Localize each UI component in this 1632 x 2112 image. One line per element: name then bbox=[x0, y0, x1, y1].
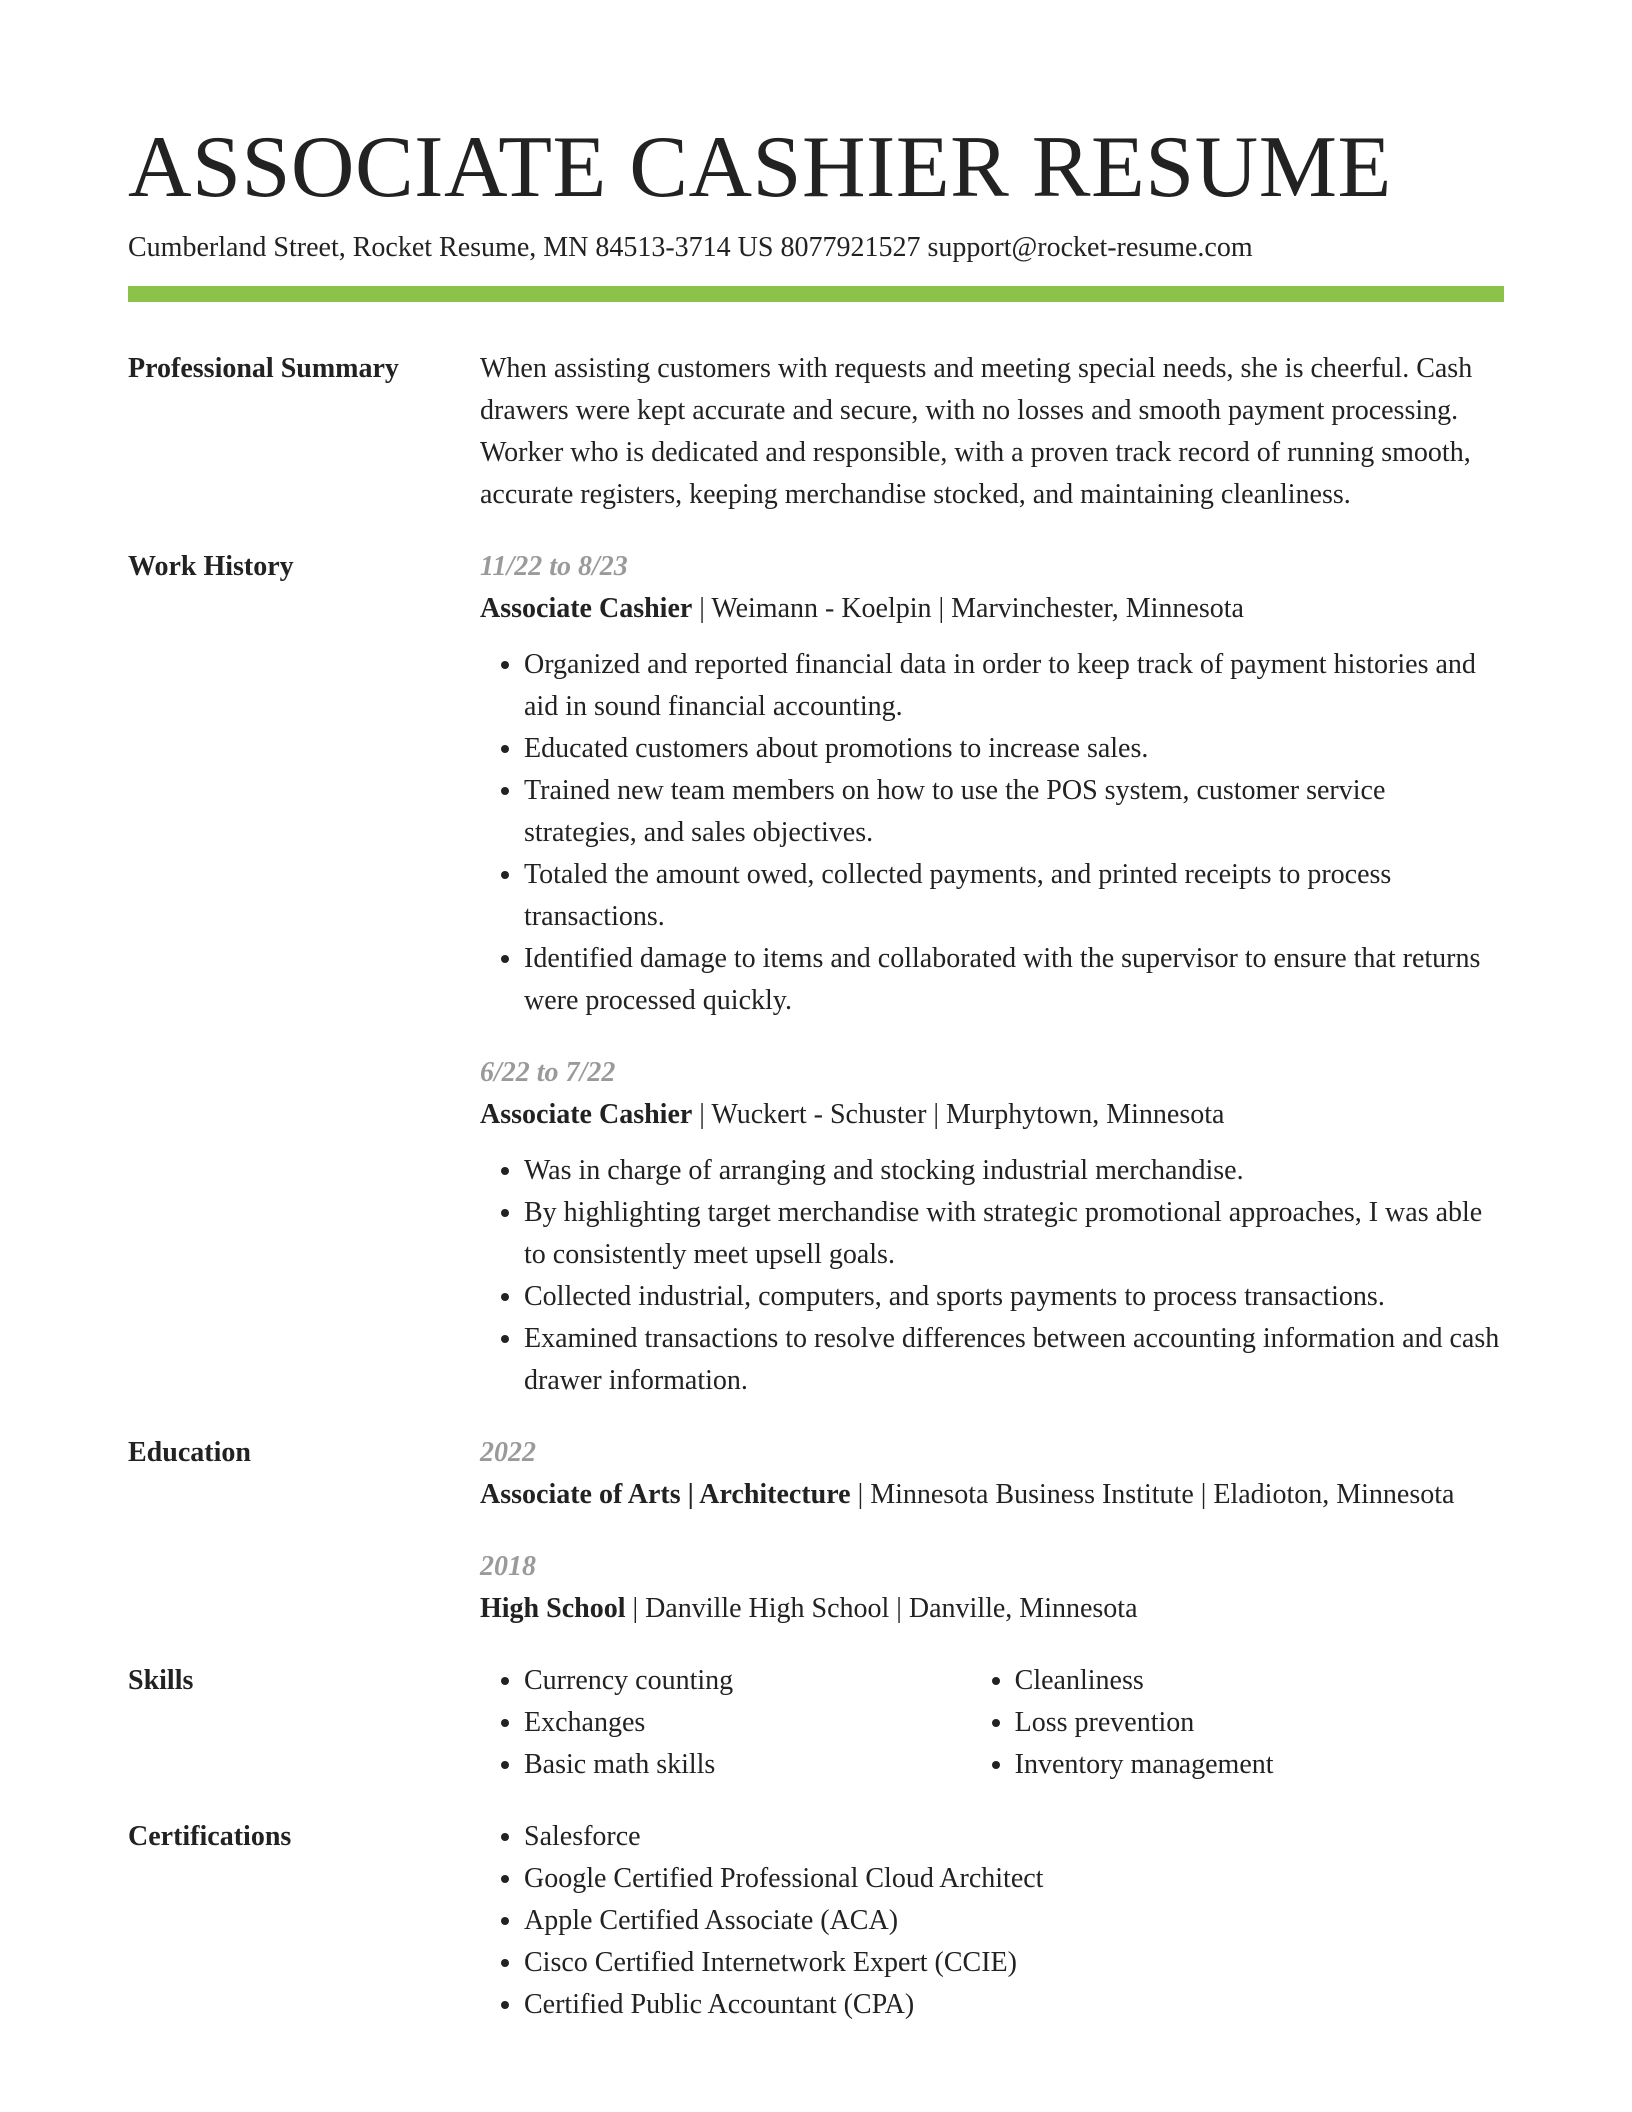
skill-item: • Loss prevention bbox=[1015, 1702, 1504, 1744]
education-year: 2018 bbox=[480, 1551, 536, 1582]
job-bullet: • Identified damage to items and collaborated with the supervisor to ensure that returns were processed quickly. bbox=[524, 938, 1504, 1022]
job-bullets bbox=[480, 644, 1504, 1022]
education-label: Education bbox=[128, 1437, 251, 1468]
summary-section bbox=[128, 348, 1504, 516]
resume-title: ASSOCIATE CASHIER RESUME bbox=[128, 119, 1392, 216]
education-entry bbox=[480, 1546, 1504, 1630]
certification-item: • Apple Certified Associate (ACA) bbox=[524, 1900, 1504, 1942]
education-degree: High School bbox=[480, 1593, 626, 1624]
certifications-list bbox=[480, 1816, 1504, 2026]
work-history-label: Work History bbox=[128, 551, 294, 582]
certification-item: • Certified Public Accountant (CPA) bbox=[524, 1984, 1504, 2026]
education-details: | Minnesota Business Institute | Eladioton, Minnesota bbox=[850, 1479, 1455, 1510]
job-bullet: • Collected industrial, computers, and sports payments to process transactions. bbox=[524, 1276, 1504, 1318]
job-details: | Wuckert - Schuster | Murphytown, Minnesota bbox=[692, 1099, 1225, 1130]
certification-item: • Salesforce bbox=[524, 1816, 1504, 1858]
job-bullet: • Was in charge of arranging and stocking industrial merchandise. bbox=[524, 1150, 1504, 1192]
education-entry bbox=[480, 1432, 1504, 1516]
job-heading bbox=[480, 588, 1504, 630]
summary-text: When assisting customers with requests and meeting special needs, she is cheerful. Cash drawers were kept accurate and secure, with no losses and smooth payment processing. Worker who is dedicated and responsible, with a proven track record of running smooth, accurate registers, keeping merchandise stocked, and maintaining cleanliness. bbox=[480, 353, 1473, 510]
job-bullet: • Totaled the amount owed, collected payments, and printed receipts to process transactions. bbox=[524, 854, 1504, 938]
skill-item: • Inventory management bbox=[1015, 1744, 1504, 1786]
job-entry bbox=[480, 1052, 1504, 1402]
skill-item: • Currency counting bbox=[524, 1660, 971, 1702]
skills-list-right bbox=[971, 1660, 1504, 1786]
summary-label: Professional Summary bbox=[128, 353, 399, 384]
skill-item: • Exchanges bbox=[524, 1702, 971, 1744]
certification-item: • Google Certified Professional Cloud Architect bbox=[524, 1858, 1504, 1900]
skills-label: Skills bbox=[128, 1665, 194, 1696]
job-bullet: • Examined transactions to resolve differences between accounting information and cash drawer information. bbox=[524, 1318, 1504, 1402]
header-divider bbox=[128, 286, 1504, 302]
job-bullet: • Organized and reported financial data in order to keep track of payment histories and aid in sound financial accounting. bbox=[524, 644, 1504, 728]
work-history-section bbox=[128, 546, 1504, 1402]
certification-item: • Cisco Certified Internetwork Expert (CCIE) bbox=[524, 1942, 1504, 1984]
education-section bbox=[128, 1432, 1504, 1630]
skill-item: • Cleanliness bbox=[1015, 1660, 1504, 1702]
job-bullet: • Trained new team members on how to use the POS system, customer service strategies, and sales objectives. bbox=[524, 770, 1504, 854]
job-title: Associate Cashier bbox=[480, 593, 693, 624]
skills-section bbox=[128, 1660, 1504, 1786]
certifications-section bbox=[128, 1816, 1504, 2026]
skills-list-left bbox=[480, 1660, 971, 1786]
resume-content bbox=[128, 348, 1504, 2056]
job-title: Associate Cashier bbox=[480, 1099, 693, 1130]
education-degree: Associate of Arts | Architecture bbox=[480, 1479, 851, 1510]
job-entry bbox=[480, 546, 1504, 1022]
education-heading bbox=[480, 1588, 1504, 1630]
job-heading bbox=[480, 1094, 1504, 1136]
certifications-label: Certifications bbox=[128, 1821, 292, 1852]
job-bullet: • By highlighting target merchandise with strategic promotional approaches, I was able to consistently meet upsell goals. bbox=[524, 1192, 1504, 1276]
job-bullets bbox=[480, 1150, 1504, 1402]
job-bullet: • Educated customers about promotions to increase sales. bbox=[524, 728, 1504, 770]
skill-item: • Basic math skills bbox=[524, 1744, 971, 1786]
education-year: 2022 bbox=[480, 1437, 536, 1468]
job-dates: 11/22 to 8/23 bbox=[480, 551, 628, 582]
job-details: | Weimann - Koelpin | Marvinchester, Minnesota bbox=[692, 593, 1244, 624]
job-dates: 6/22 to 7/22 bbox=[480, 1057, 616, 1088]
education-details: | Danville High School | Danville, Minnesota bbox=[625, 1593, 1138, 1624]
education-heading bbox=[480, 1474, 1504, 1516]
contact-line: Cumberland Street, Rocket Resume, MN 84513-3714 US 8077921527 support@rocket-resume.com bbox=[128, 232, 1253, 263]
